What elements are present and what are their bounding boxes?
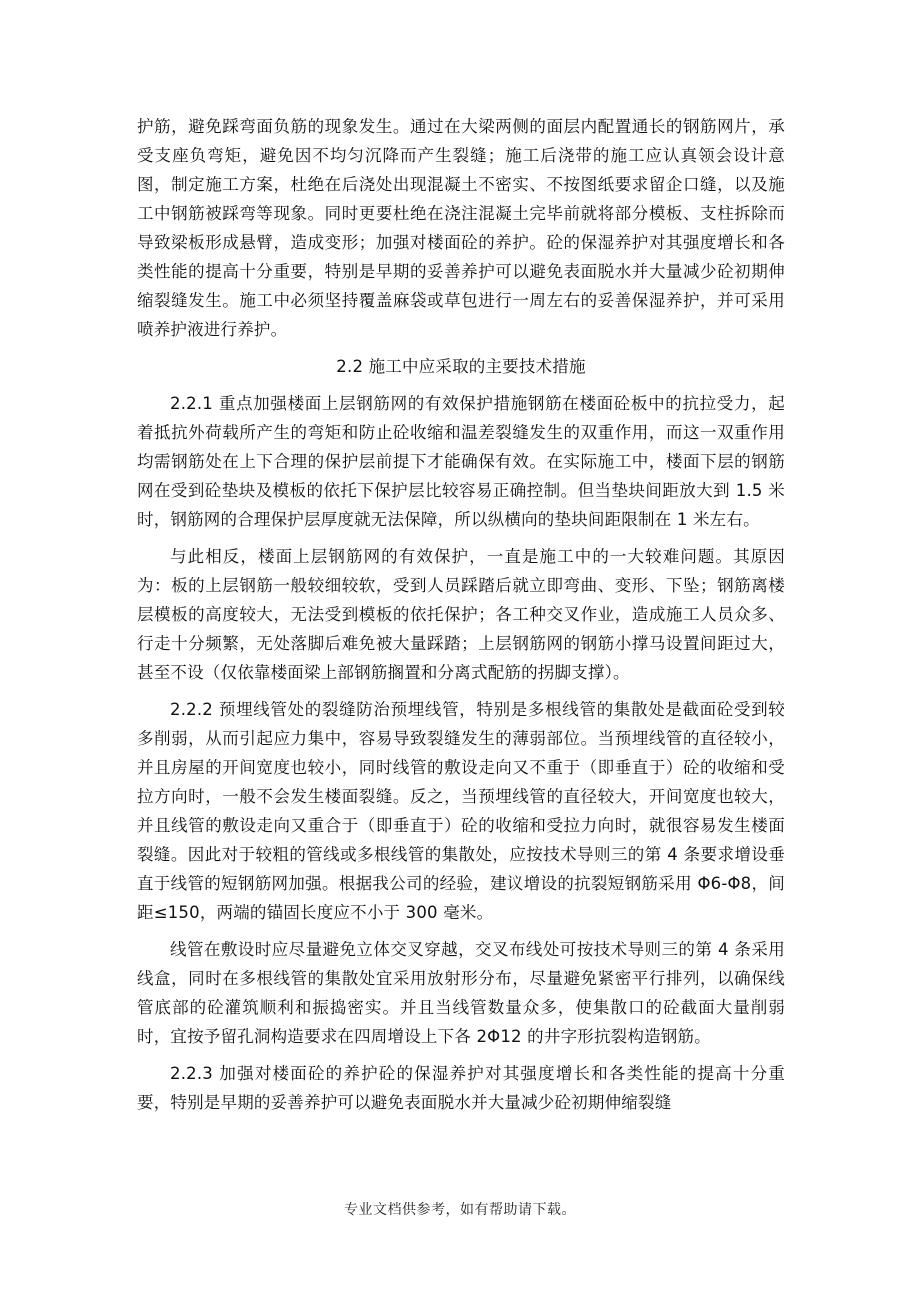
document-body: [137, 112, 785, 1125]
paragraph-2-2-3: 2.2.3 加强对楼面砼的养护砼的保湿养护对其强度增长和各类性能的提高十分重要，特别是早期的妥善养护可以避免表面脱水并大量减少砼初期伸缩裂缝: [137, 1064, 785, 1112]
paragraph-upper-mesh-protection: 与此相反，楼面上层钢筋网的有效保护，一直是施工中的一大较难问题。其原因为：板的上层钢筋一般较细较软，受到人员踩踏后就立即弯曲、变形、下坠；钢筋离楼层模板的高度较大，无法受到模板的依托保护；各工种交叉作业，造成施工人员众多、行走十分频繁，无处落脚后难免被大量踩踏；上层钢筋网的钢筋小撑马设置间距过大，甚至不设（仅依靠楼面梁上部钢筋搁置和分离式配筋的拐脚支撑）。: [137, 547, 785, 682]
paragraph-continuation: 护筋，避免踩弯面负筋的现象发生。通过在大梁两侧的面层内配置通长的钢筋网片，承受支座负弯矩，避免因不均匀沉降而产生裂缝；施工后浇带的施工应认真领会设计意图，制定施工方案，杜绝在后浇处出现混凝土不密实、不按图纸要求留企口缝，以及施工中钢筋被踩弯等现象。同时更要杜绝在浇注混凝土完毕前就将部分模板、支柱拆除而导致梁板形成悬臂，造成变形；加强对楼面砼的养护。砼的保湿养护对其强度增长和各类性能的提高十分重要，特别是早期的妥善养护可以避免表面脱水并大量减少砼初期伸缩裂缝发生。施工中必须坚持覆盖麻袋或草包进行一周左右的妥善保湿养护，并可采用喷养护液进行养护。: [137, 117, 785, 339]
paragraph-conduit-layout: 线管在敷设时应尽量避免立体交叉穿越，交叉布线处可按技术导则三的第 4 条采用线盒，同时在多根线管的集散处宜采用放射形分布，尽量避免紧密平行排列，以确保线管底部的砼灌筑顺利和振捣密实。并且当线管数量众多，使集散口的砼截面大量削弱时，宜按予留孔洞构造要求在四周增设上下各 2Φ12 的井字形抗裂构造钢筋。: [137, 940, 785, 1046]
paragraph-2-2-1: 2.2.1 重点加强楼面上层钢筋网的有效保护措施钢筋在楼面砼板中的抗拉受力，起着抵抗外荷载所产生的弯矩和防止砼收缩和温差裂缝发生的双重作用，而这一双重作用均需钢筋处在上下合理的保护层前提下才能确保有效。在实际施工中，楼面下层的钢筋网在受到砼垫块及模板的依托下保护层比较容易正确控制。但当垫块间距放大到 1.5 米时，钢筋网的合理保护层厚度就无法保障，所以纵横向的垫块间距限制在 1 米左右。: [137, 394, 785, 529]
page-footer: 专业文档供参考，如有帮助请下载。: [344, 1202, 576, 1218]
paragraph-2-2-2: 2.2.2 预埋线管处的裂缝防治预埋线管，特别是多根线管的集散处是截面砼受到较多削弱，从而引起应力集中，容易导致裂缝发生的薄弱部位。当预埋线管的直径较小，并且房屋的开间宽度也较小，同时线管的敷设走向又不重于（即垂直于）砼的收缩和受拉方向时，一般不会发生楼面裂缝。反之，当预埋线管的直径较大，开间宽度也较大，并且线管的敷设走向又重合于（即垂直于）砼的收缩和受拉力向时，就很容易发生楼面裂缝。因此对于较粗的管线或多根线管的集散处，应按技术导则三的第 4 条要求增设垂直于线管的短钢筋网加强。根据我公司的经验，建议增设的抗裂短钢筋采用 Φ6-Φ8，间距≤150，两端的锚固长度应不小于 300 毫米。: [137, 700, 785, 922]
section-heading-2-2: 2.2 施工中应采取的主要技术措施: [336, 357, 586, 376]
